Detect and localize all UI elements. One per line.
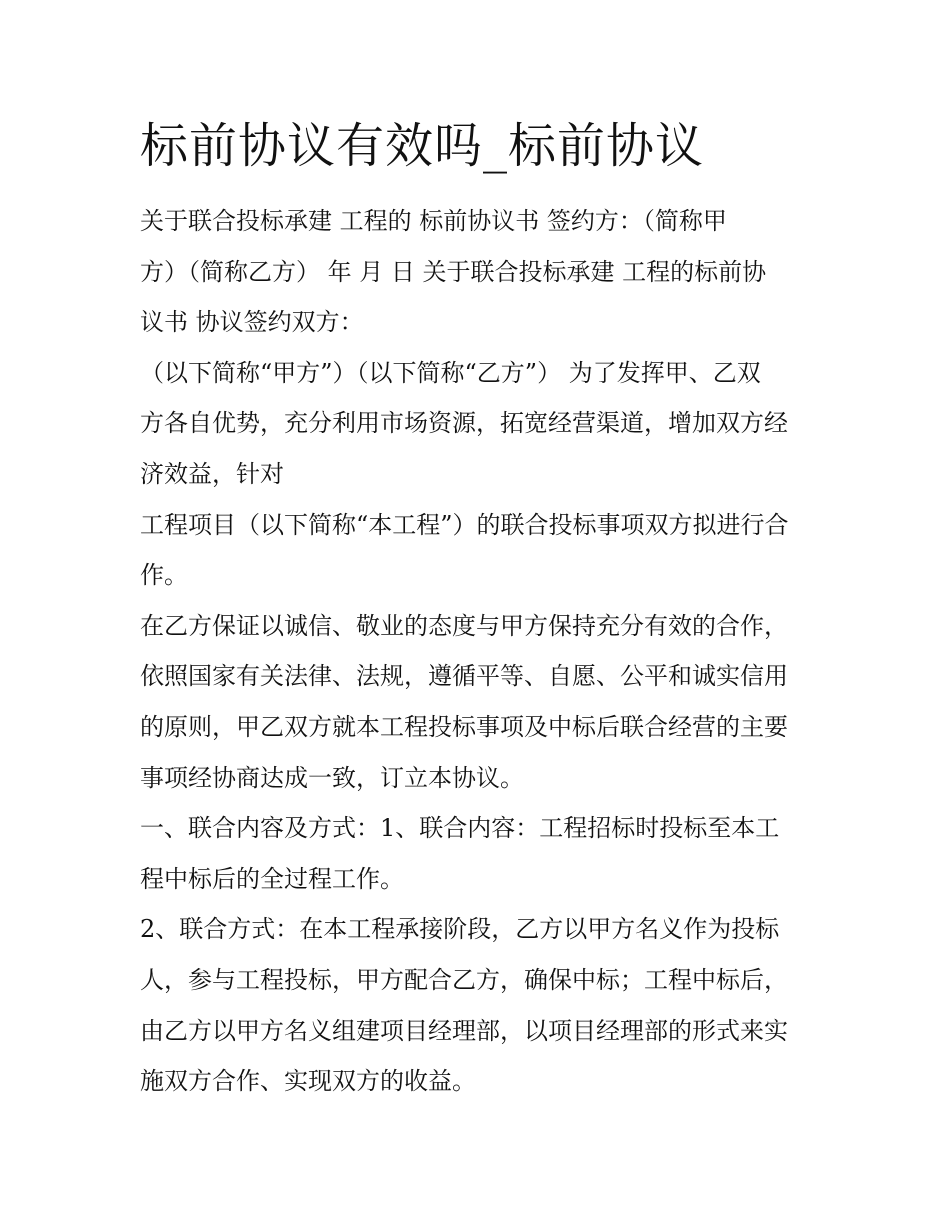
text-line: 方）（简称乙方） 年 月 日 关于联合投标承建 工程的标前协 <box>140 257 767 286</box>
text-line: 人，参与工程投标，甲方配合乙方，确保中标；工程中标后， <box>140 965 788 994</box>
text-line: 工程项目（以下简称“本工程”）的联合投标事项双方拟进行合 <box>140 510 789 539</box>
text-line: 依照国家有关法律、法规，遵循平等、自愿、公平和诚实信用 <box>140 662 788 691</box>
text-line: 2、联合方式：在本工程承接阶段，乙方以甲方名义作为投标 <box>140 915 780 944</box>
text-line: 的原则，甲乙双方就本工程投标事项及中标后联合经营的主要 <box>140 712 788 741</box>
text-line: 一、联合内容及方式：1、联合内容：工程招标时投标至本工 <box>140 814 780 843</box>
document-page <box>140 112 820 1107</box>
text-line: 作。 <box>140 561 188 590</box>
text-line: 事项经协商达成一致，订立本协议。 <box>140 763 524 792</box>
text-line: 在乙方保证以诚信、敬业的态度与甲方保持充分有效的合作， <box>140 611 788 640</box>
document-title: 标前协议有效吗_标前协议 <box>140 118 705 174</box>
text-line: 施双方合作、实现双方的收益。 <box>140 1067 476 1096</box>
text-line: 程中标后的全过程工作。 <box>140 864 404 893</box>
text-line: 由乙方以甲方名义组建项目经理部，以项目经理部的形式来实 <box>140 1016 788 1045</box>
text-line: （以下简称“甲方”）（以下简称“乙方”） 为了发挥甲、乙双 <box>140 358 761 387</box>
text-line: 关于联合投标承建 工程的 标前协议书 签约方：（简称甲 <box>140 207 727 235</box>
document-body <box>140 196 820 1107</box>
text-line: 议书 协议签约双方： <box>140 308 364 337</box>
text-line: 济效益，针对 <box>140 459 284 488</box>
text-line: 方各自优势，充分利用市场资源，拓宽经营渠道，增加双方经 <box>140 409 788 438</box>
